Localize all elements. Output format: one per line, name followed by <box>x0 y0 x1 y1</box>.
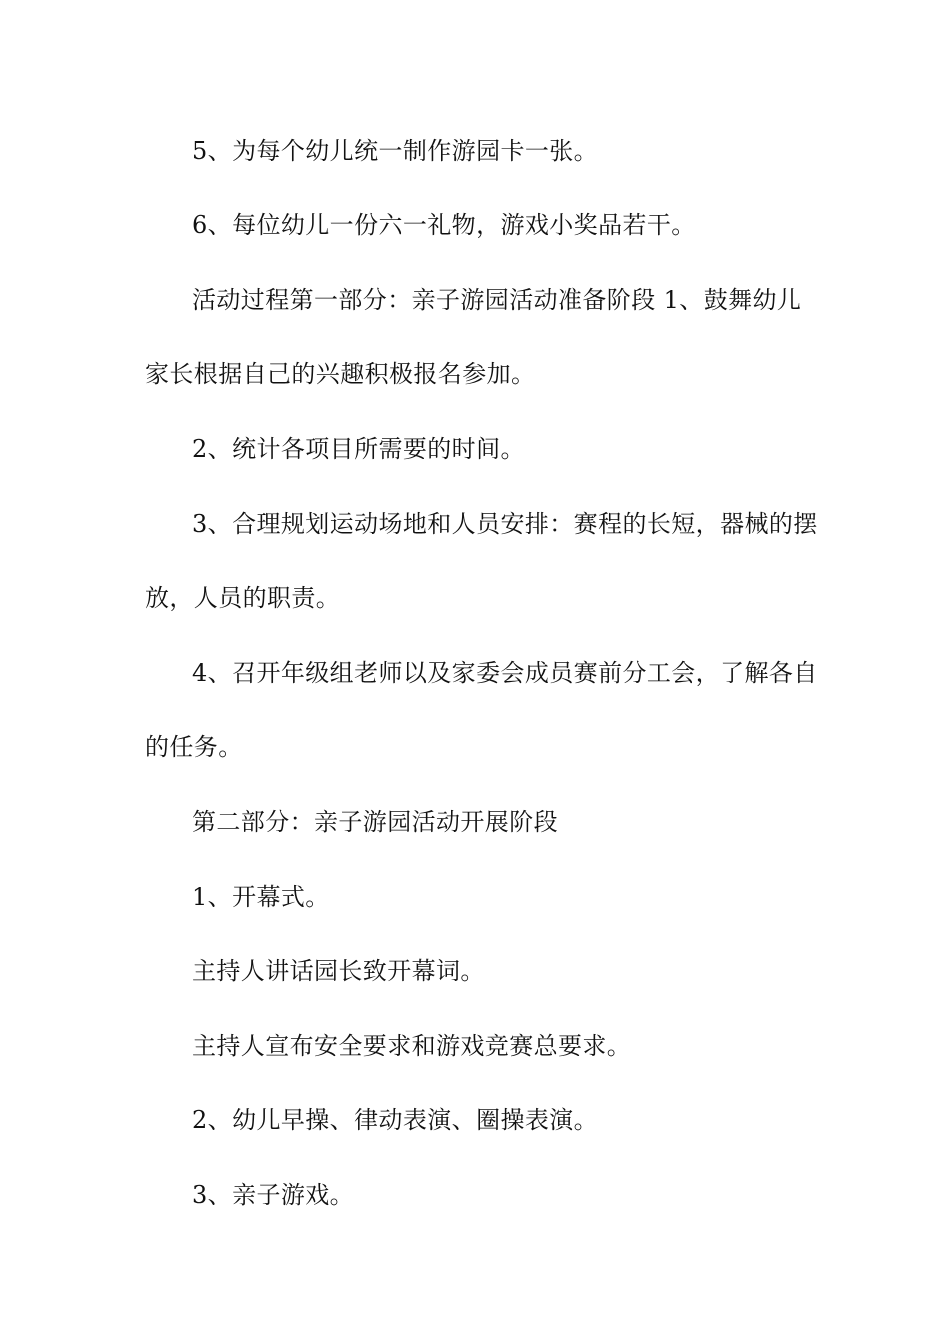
paragraph-host-speech: 主持人讲话园长致开幕词。 <box>192 957 485 985</box>
paragraph-part2-item-2: 2、幼儿早操、律动表演、圈操表演。 <box>192 1106 599 1134</box>
paragraph-step-4-line1: 4、召开年级组老师以及家委会成员赛前分工会，了解各自 <box>192 659 818 687</box>
paragraph-item-6: 6、每位幼儿一份六一礼物，游戏小奖品若干。 <box>192 211 696 239</box>
paragraph-step-3-line2: 放，人员的职责。 <box>145 584 341 612</box>
paragraph-process-part1-line1: 活动过程第一部分：亲子游园活动准备阶段 1、鼓舞幼儿 <box>192 286 802 314</box>
paragraph-step-4-line2: 的任务。 <box>145 733 243 761</box>
paragraph-step-3-line1: 3、合理规划运动场地和人员安排：赛程的长短，器械的摆 <box>192 510 818 538</box>
paragraph-part2-item-1: 1、开幕式。 <box>192 883 330 911</box>
paragraph-process-part1-line2: 家长根据自己的兴趣积极报名参加。 <box>145 360 536 388</box>
paragraph-host-rules: 主持人宣布安全要求和游戏竞赛总要求。 <box>192 1032 632 1060</box>
paragraph-step-2: 2、统计各项目所需要的时间。 <box>192 435 525 463</box>
section-heading-part2: 第二部分：亲子游园活动开展阶段 <box>192 808 558 836</box>
paragraph-item-5: 5、为每个幼儿统一制作游园卡一张。 <box>192 137 599 165</box>
paragraph-part2-item-3: 3、亲子游戏。 <box>192 1181 355 1209</box>
